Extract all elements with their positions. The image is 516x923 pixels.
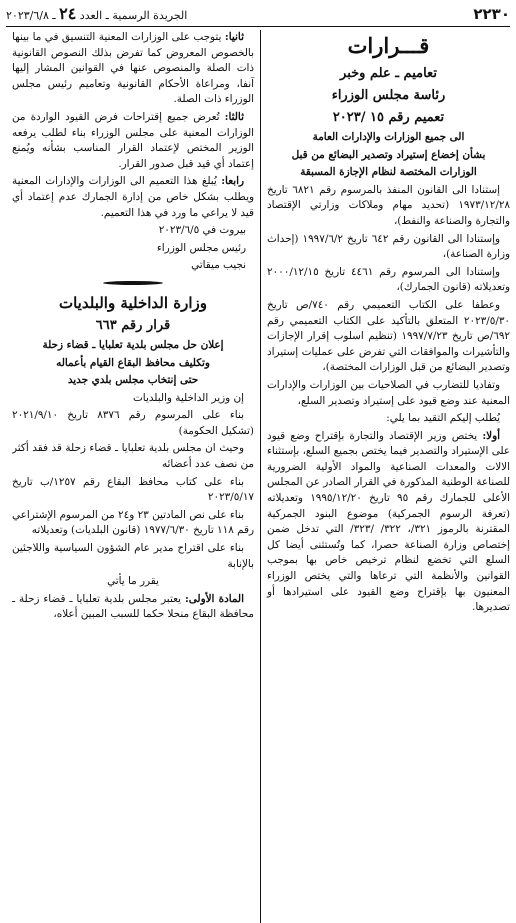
paragraph: إن وزير الداخلية والبلديات [133,391,244,404]
right-column [261,30,510,923]
decides-line: يقرر ما يأتي [107,575,159,588]
page-header [6,4,510,27]
decision-heading-3: حتى إنتخاب مجلس بلدي جديد [67,374,199,387]
paragraph: بناء على نص المادتين ٢٣ و٢٤ من المرسوم الإشتراعي رقم ١١٨ تاريخ ١٩٧٧/٦/٣٠ (قانون البلديات) وتعديلاته [12,508,254,537]
section-divider [12,278,254,288]
paragraph: بناء على كتاب محافظ البقاع رقم ١٢٥٧/ب تاريخ ٢٠٢٣/٥/١٧ [12,475,254,504]
issue-number: ٢٤ [59,4,77,23]
paragraph: رابعا: يُبلغ هذا التعميم الى الوزارات والإدارات المعنية ويطلب بشكل خاص من إدارة الجمارك عدم إعتماد أي قيد لا يراعي ما ورد في هذا التعميم. [12,175,254,219]
paragraph: أولا: يختص وزير الإقتصاد والتجارة بإقتراح وضع قيود على الإستيراد والتصدير فيما يختص بجميع السلع، بإستثناء الالات والمعدات الصناعية والمواد الأولية الضرورية للصناعة الوطنية المذكورة في القرار الصادر عن المجلس الأعلى للجمارك رقم ٩٥ تاريخ ١٩٩٥/١٢/٢٠ وتعديلاته (تعرفة الرسوم الجمركية) موضوع البنود الجمركية المقترنة بالرموز ٣٢١/، ٣٢٢/ /٣٢٣/ التي تدخل ضمن إختصاص وزارة الصناعة حصرا، كما وتُستثنى أيضا كل السلع التي تخضع لنظام ترخيص خاص بها بموجب القوانين والأنظمة التي ترعاها والتي يختص الوزراء المعنيون بها بإقتراح وضع القيود على استيرادها أو تصديرها. [267,429,510,614]
decision-heading-1: إعلان حل مجلس بلدية تعلبايا ـ قضاء زحلة [42,338,224,351]
paragraph: المادة الأولى: يعتبر مجلس بلدية تعلبايا ـ قضاء زحلة ـ محافظة البقاع منحلا حكما للسبب المبين أعلاه، [12,592,254,621]
paragraph: بناء على المرسوم رقم ٨٣٧٦ تاريخ ٢٠٢١/٩/١٠ (تشكيل الحكومة) [12,409,254,437]
ministry-title: وزارة الداخلية والبلديات [58,293,207,312]
paragraph: ثالثا: تُعرض جميع إقتراحات فرض القيود الواردة من الوزارات المعنية على مجلس الوزراء بناء لطلب يرفعه الوزير المختص لإعتماد القرار المناسب بشأنه ويُمنع إعتماد أي قيد قبل صدور القرار. [12,110,254,170]
decision-heading-2: وتكليف محافظ البقاع القيام بأعماله [56,356,210,369]
place-date: بيروت في ٢٠٢٣/٦/٥ [158,224,246,237]
signatory-name: نجيب ميقاتي [191,259,246,272]
paragraph: وإستنادا الى القانون رقم ٦٤٢ تاريخ ١٩٩٧/٦/٢ (إحداث وزارة الصناعة)، [267,232,510,261]
paragraph: ثانيا: يتوجب على الوزارات المعنية التنسيق في ما بينها بالخصوص المعروض كما تفرض بذلك النصوص القانونية ذات الصلة والمنصوص عنها في القوانين المشار إليها آنفا، ومراعاة الأحكام القانونية وتعاميم رئيس مجلس الوزراء ذات الصلة. [12,31,254,106]
circular-heading-1: الى جميع الوزارات والإدارات العامة [312,131,465,143]
gazette-meta: الجريدة الرسمية ـ العدد ٢٤ ـ ٢٠٢٣/٦/٨ [6,4,188,23]
circular-number: تعميم رقم ١٥ /٢٠٢٣ [332,110,445,125]
paragraph: وتفاديا للتضارب في الصلاحيات بين الوزارات والإدارات المعنية عند وضع قيود على إستيراد وتصدير السلع، [267,378,510,407]
paragraph: بناء على اقتراح مدير عام الشؤون السياسية واللاجئين بالإنابة [12,542,254,570]
decision-number: قرار رقم ٦٦٣ [95,317,171,333]
paragraph: وعطفا على الكتاب التعميمي رقم ٧٤٠/ص تاريخ ٢٠٢٣/٥/٣٠ المتعلق بالتأكيد على الكتاب التعميمي رقم ٦٩٢/ص تاريخ ١٩٩٧/٧/٢٣ (تنظيم اسلوب إقرار الإجازات والتأشيرات والموافقات التي تفرض على عمليات إستيراد وتصدير البضائع من قبل الوزارات المختصة)، [267,298,510,374]
paragraph: وحيث ان مجلس بلدية تعلبايا ـ قضاء زحلة قد فقد أكثر من نصف عدد أعضائه [12,442,254,471]
authority-title: رئاسة مجلس الوزراء [331,88,446,103]
paragraph: يُطلب إليكم التقيد بما يلي: [386,412,500,425]
left-column [12,30,261,923]
signatory-title: رئيس مجلس الوزراء [156,241,246,254]
subsection-title: تعاميم ـ علم وخبر [340,66,437,81]
paragraph: إستنادا الى القانون المنفذ بالمرسوم رقم ٦٨٢١ تاريخ ١٩٧٣/١٢/٢٨ (تحديد مهام وملاكات وزارتي الإقتصاد والتجارة والصناعة والنفط)، [267,183,510,227]
circular-heading-3: الوزارات المختصة لنظام الإجازة المسبقة [300,166,477,179]
paragraph: وإستنادا الى المرسوم رقم ٤٤٦١ تاريخ ٢٠٠٠/١٢/١٥ وتعديلاته (قانون الجمارك)، [267,265,510,294]
section-title: قـــرارات [347,33,430,58]
circular-heading-2: بشأن إخضاع إستيراد وتصدير البضائع من قبل [291,148,486,161]
page-number: ٢٢٣٠ [473,5,510,23]
